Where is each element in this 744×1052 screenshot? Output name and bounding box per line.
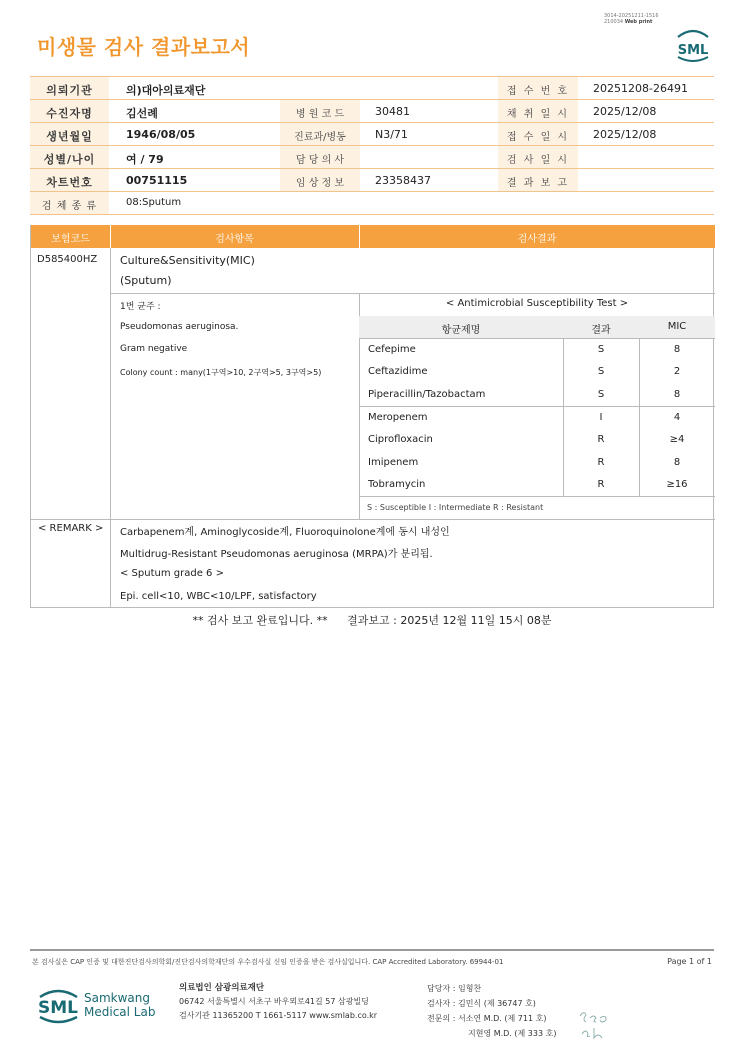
- staff-line: 검사자 : 김민식 (제 36747 호): [427, 999, 536, 1008]
- ast-drug: Ceftazidime: [368, 366, 428, 377]
- label-patient: 수진자명: [30, 100, 109, 122]
- completion-message: ** 검사 보고 완료입니다. **: [192, 614, 328, 627]
- label-requester: 의뢰기관: [30, 77, 109, 99]
- value-collect-date: 2025/12/08: [593, 105, 657, 118]
- page-number: Page 1 of 1: [667, 957, 712, 966]
- staff-info: [427, 981, 556, 1041]
- test-item-specimen: (Sputum): [120, 274, 172, 287]
- ast-mic: 8: [673, 389, 681, 400]
- gram-stain: Gram negative: [120, 344, 188, 354]
- label-specimen: 검 체 종 류: [30, 192, 109, 214]
- value-clinical: 23358437: [375, 174, 431, 187]
- ast-drug: Tobramycin: [368, 479, 426, 490]
- insurance-code: D585400HZ: [37, 254, 98, 265]
- info-row: [30, 146, 714, 169]
- ast-drug: Imipenem: [368, 457, 419, 468]
- value-dept: N3/71: [375, 128, 408, 141]
- remark-line: Carbapenem계, Aminoglycoside계, Fluoroquinolone계에 동시 내성인: [120, 527, 450, 538]
- value-patient: 김선례: [126, 107, 158, 120]
- ast-drug: Piperacillin/Tazobactam: [368, 389, 486, 400]
- info-row: [30, 100, 714, 123]
- ast-row: [359, 452, 715, 474]
- info-row: [30, 123, 714, 146]
- ast-col-result: 결과: [591, 325, 611, 336]
- ast-title: < Antimicrobial Susceptibility Test >: [445, 298, 629, 309]
- ast-drug: Ciprofloxacin: [368, 434, 433, 445]
- remark-line: Epi. cell<10, WBC<10/LPF, satisfactory: [120, 591, 317, 602]
- ast-legend: S : Susceptible I : Intermediate R : Resistant: [367, 503, 544, 512]
- ast-drug: Cefepime: [368, 344, 416, 355]
- ast-row: [359, 361, 715, 383]
- print-id: 3014-20251211-1516 210034 Web print: [604, 13, 659, 25]
- svg-text:SML: SML: [677, 43, 709, 58]
- svg-text:Samkwang: Samkwang: [84, 991, 150, 1005]
- remark-line: < Sputum grade 6 >: [120, 568, 224, 579]
- report-time: 결과보고 : 2025년 12월 11일 15시 08분: [347, 614, 552, 627]
- samkwang-logo: [37, 983, 167, 1025]
- remark-label: < REMARK >: [38, 523, 104, 534]
- col-item: 검사항목: [215, 234, 254, 245]
- results-table: [30, 225, 714, 608]
- ast-result: R: [597, 434, 605, 445]
- org-contact: 검사기관 11365200 T 1661-5117 www.smlab.co.kr: [179, 1011, 378, 1020]
- report-title: 미생물 검사 결과보고서: [37, 35, 251, 59]
- label-hospital-code: 병 원 코 드: [295, 109, 345, 120]
- value-receive-date: 2025/12/08: [593, 128, 657, 141]
- label-sex-age: 성별/나이: [30, 146, 109, 168]
- ast-mic: 2: [673, 366, 681, 377]
- ast-row: [359, 429, 715, 451]
- label-receipt-no: 접 수 번 호: [506, 86, 570, 97]
- footer-divider: [30, 949, 714, 951]
- ast-result: I: [599, 412, 603, 423]
- ast-mic: 8: [673, 344, 681, 355]
- org-info: [179, 981, 377, 1023]
- results-header: [31, 225, 715, 248]
- ast-row: [359, 384, 715, 406]
- ast-mic: ≥16: [666, 479, 688, 490]
- ast-row: [359, 339, 715, 361]
- ast-row: [359, 407, 715, 429]
- info-row: [30, 77, 714, 100]
- org-name: 의료법인 삼광의료재단: [179, 983, 265, 993]
- ast-result: S: [597, 389, 605, 400]
- label-doctor: 담 당 의 사: [295, 155, 345, 166]
- value-hospital-code: 30481: [375, 105, 410, 118]
- label-test-date: 검 사 일 시: [506, 155, 570, 166]
- ast-result: R: [597, 479, 605, 490]
- ast-result: S: [597, 366, 605, 377]
- organism-number: 1번 균주 :: [120, 302, 161, 312]
- signature-image: [576, 1008, 612, 1042]
- label-clinical: 임 상 정 보: [295, 178, 345, 189]
- patient-info-table: [30, 76, 714, 215]
- value-receipt-no: 20251208-26491: [593, 82, 688, 95]
- ast-result: R: [597, 457, 605, 468]
- label-receive-date: 접 수 일 시: [506, 132, 570, 143]
- ast-row: [359, 474, 715, 496]
- value-chart: 00751115: [126, 174, 188, 187]
- info-row: [30, 169, 714, 192]
- sml-logo: [672, 27, 714, 63]
- label-dept: 진료과/병동: [294, 132, 346, 143]
- label-collect-date: 채 취 일 시: [506, 109, 570, 120]
- svg-text:SML: SML: [38, 998, 78, 1018]
- ast-mic: 4: [673, 412, 681, 423]
- remark-line: Multidrug-Resistant Pseudomonas aeruginosa (MRPA)가 분리됨.: [120, 549, 433, 560]
- label-birth: 생년월일: [30, 123, 109, 145]
- info-row: [30, 192, 714, 215]
- organism-name: Pseudomonas aeruginosa.: [120, 322, 239, 332]
- staff-line: 전문의 : 서소연 M.D. (제 711 호): [427, 1014, 547, 1023]
- staff-line: 담당자 : 임형찬: [427, 984, 482, 993]
- value-specimen: 08:Sputum: [126, 197, 182, 208]
- ast-col-drug: 항균제명: [441, 325, 481, 336]
- ast-result: S: [597, 344, 605, 355]
- value-sex-age: 여 / 79: [126, 153, 164, 166]
- ast-header: [359, 316, 715, 338]
- completion-line: [0, 612, 744, 628]
- staff-line: 지현영 M.D. (제 333 호): [468, 1029, 557, 1038]
- colony-count: Colony count : many(1구역>10, 2구역>5, 3구역>5): [120, 368, 322, 377]
- value-requester: 의)대아의료재단: [126, 84, 206, 97]
- ast-mic: 8: [673, 457, 681, 468]
- ast-col-mic: MIC: [667, 321, 687, 332]
- col-code: 보험코드: [51, 234, 90, 245]
- svg-text:Medical Lab: Medical Lab: [84, 1005, 156, 1019]
- label-chart: 차트번호: [30, 169, 109, 191]
- col-result: 검사결과: [517, 234, 557, 245]
- ast-mic: ≥4: [669, 434, 685, 445]
- ast-drug: Meropenem: [368, 412, 428, 423]
- label-report: 결 과 보 고: [506, 178, 570, 189]
- org-address: 06742 서울특별시 서초구 바우뫼로41길 57 삼광빌딩: [179, 997, 369, 1006]
- accreditation-note: 본 검사실은 CAP 인증 및 대한진단검사의학회/진단검사의학재단의 우수검사실 신임 인증을 받은 검사실입니다. CAP Accredited Laboratory. 69944-01: [32, 958, 504, 966]
- value-birth: 1946/08/05: [126, 128, 196, 141]
- test-item-name: Culture&Sensitivity(MIC): [120, 254, 255, 267]
